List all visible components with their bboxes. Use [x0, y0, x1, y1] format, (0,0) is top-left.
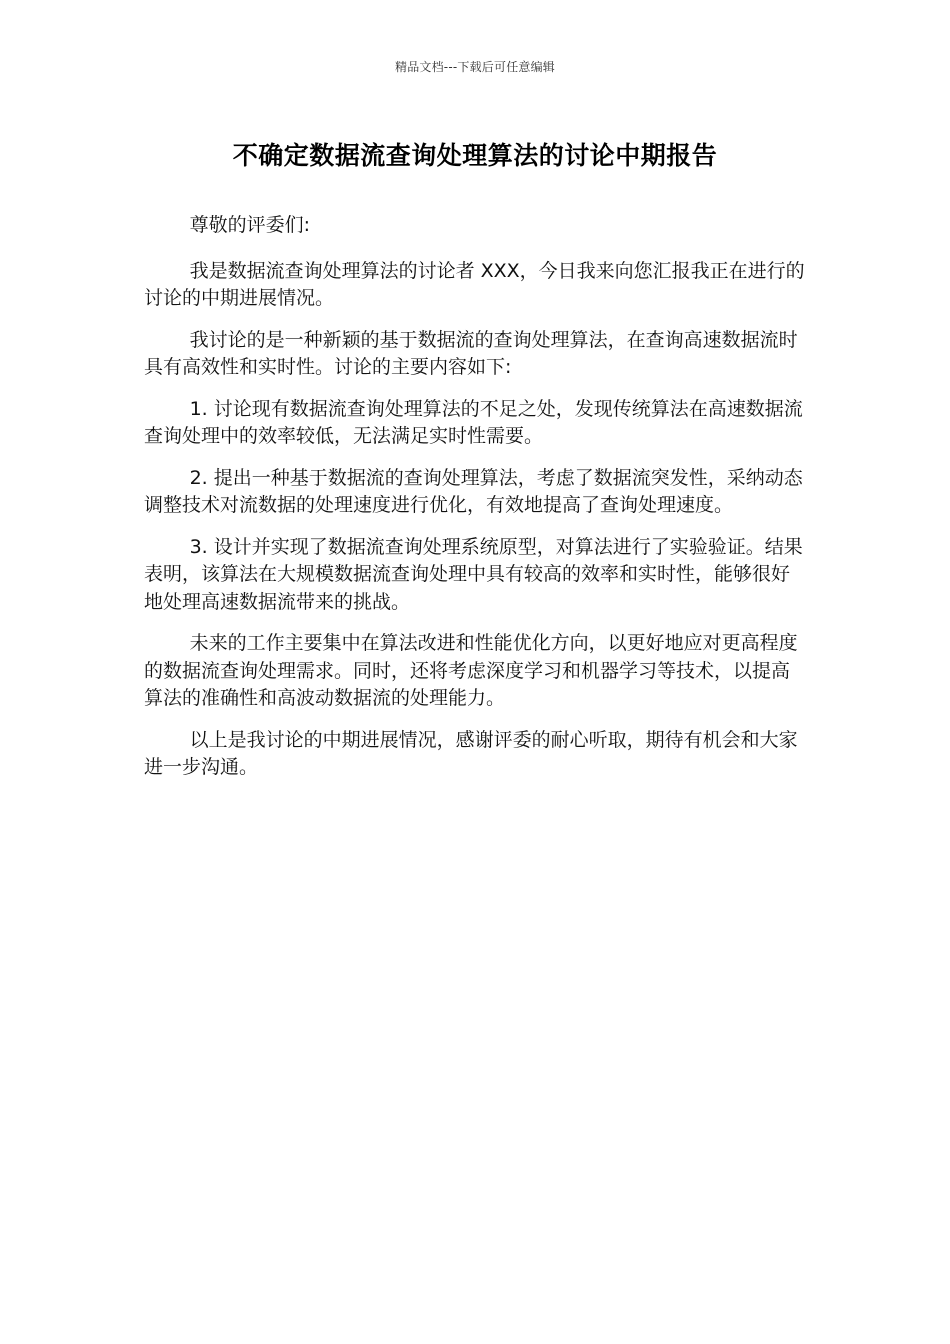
paragraph-point-3: 3. 设计并实现了数据流查询处理系统原型，对算法进行了实验验证。结果表明，该算法在大规模数据流查询处理中具有较高的效率和实时性，能够很好地处理高速数据流带来的挑战。 — [144, 535, 803, 613]
paragraph-point-1: 1. 讨论现有数据流查询处理算法的不足之处，发现传统算法在高速数据流查询处理中的效率较低，无法满足实时性需要。 — [144, 397, 803, 447]
paragraph-future-work: 未来的工作主要集中在算法改进和性能优化方向，以更好地应对更高程度的数据流查询处理需求。同时，还将考虑深度学习和机器学习等技术，以提高算法的准确性和高波动数据流的处理能力。 — [144, 632, 798, 709]
paragraph-topic: 我讨论的是一种新颖的基于数据流的查询处理算法，在查询高速数据流时具有高效性和实时性。讨论的主要内容如下: — [144, 328, 798, 378]
salutation: 尊敬的评委们: — [189, 214, 310, 236]
document-body — [144, 212, 808, 796]
paragraph-closing: 以上是我讨论的中期进展情况，感谢评委的耐心听取，期待有机会和大家进一步沟通。 — [144, 728, 798, 778]
document-title: 不确定数据流查询处理算法的讨论中期报告 — [232, 141, 718, 170]
paragraph-point-2: 2. 提出一种基于数据流的查询处理算法，考虑了数据流突发性，采纳动态调整技术对流数据的处理速度进行优化，有效地提高了查询处理速度。 — [144, 466, 803, 516]
paragraph-intro: 我是数据流查询处理算法的讨论者 XXX，今日我来向您汇报我正在进行的讨论的中期进展情况。 — [144, 259, 805, 309]
header-note: 精品文档---下载后可任意编辑 — [395, 60, 555, 74]
